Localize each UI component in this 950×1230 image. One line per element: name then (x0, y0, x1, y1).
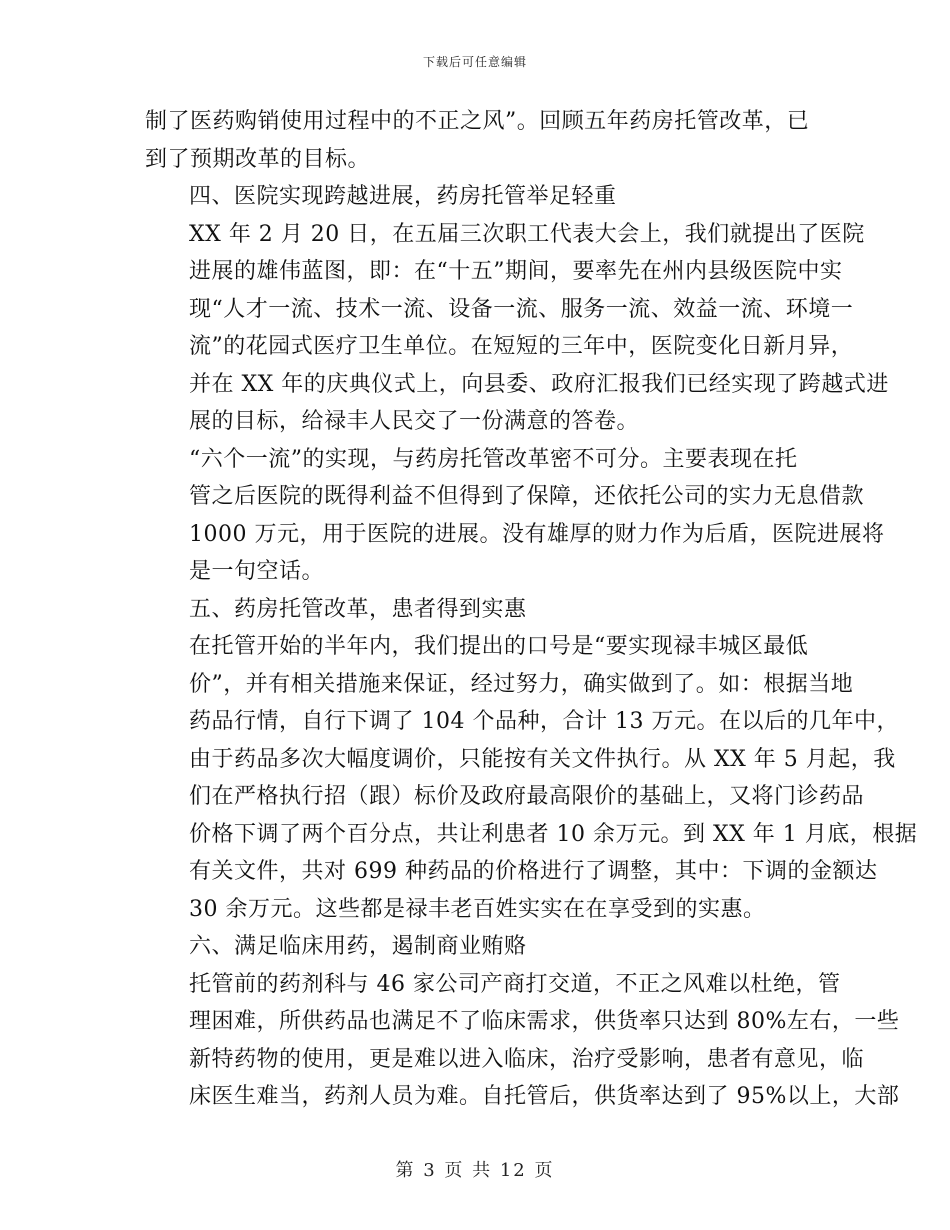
text-line: 现“人才一流、技术一流、设备一流、服务一流、效益一流、环境一 (189, 296, 854, 322)
section6-paragraph-1 (145, 966, 900, 1116)
section-heading-6: 六、满足临床用药，遏制商业贿赂 (189, 934, 527, 959)
continuation-paragraph (145, 103, 809, 178)
text-line: 是一句空话。 (189, 559, 325, 584)
text-line: 展的目标，给禄丰人民交了一份满意的答卷。 (189, 409, 640, 434)
page-number-footer: 第 3 页 共 12 页 (395, 1160, 555, 1181)
text-line: 在托管开始的半年内，我们提出的口号是“要实现禄丰城区最低 (189, 634, 809, 659)
section-heading-5: 五、药房托管改革，患者得到实惠 (189, 596, 527, 622)
text-line: 1000 万元，用于医院的进展。没有雄厚的财力作为后盾，医院进展将 (189, 521, 885, 547)
text-line: 新特药物的使用，更是难以进入临床，治疗受影响，患者有意见，临 (189, 1046, 865, 1072)
text-line: 流”的花园式医疗卫生单位。在短短的三年中，医院变化日新月异， (189, 334, 854, 359)
text-line: 并在 XX 年的庆典仪式上，向县委、政府汇报我们已经实现了跨越式进 (189, 371, 889, 397)
text-line: 托管前的药剂科与 46 家公司产商打交道，不正之风难以杜绝，管 (189, 971, 841, 997)
text-line: 理困难，所供药品也满足不了临床需求，供货率只达到 80%左右，一些 (189, 1009, 900, 1034)
text-line: 到了预期改革的目标。 (145, 146, 371, 172)
page-header: 下载后可任意编辑 (422, 55, 527, 69)
document-body (145, 103, 918, 1116)
text-line: “六个一流”的实现，与药房托管改革密不可分。主要表现在托 (189, 446, 798, 472)
section5-paragraph-1 (145, 628, 918, 928)
text-line: 30 余万元。这些都是禄丰老百姓实实在在享受到的实惠。 (189, 896, 766, 922)
text-line: 药品行情，自行下调了 104 个品种，合计 13 万元。在以后的几年中， (189, 709, 899, 734)
text-line: 价”，并有相关措施来保证，经过努力，确实做到了。如：根据当地 (189, 671, 854, 697)
section-heading-4: 四、医院实现跨越进展，药房托管举足轻重 (189, 184, 617, 209)
text-line: 们在严格执行招（跟）标价及政府最高限价的基础上，又将门诊药品 (189, 784, 865, 809)
section4-paragraph-1 (145, 216, 889, 441)
text-line: 进展的雄伟蓝图，即：在“十五”期间，要率先在州内县级医院中实 (189, 259, 843, 284)
text-line: 制了医药购销使用过程中的不正之风”。回顾五年药房托管改革，已 (145, 109, 810, 134)
text-line: 床医生难当，药剂人员为难。自托管后，供货率达到了 95%以上，大部 (189, 1084, 900, 1109)
text-line: 管之后医院的既得利益不但得到了保障，还依托公司的实力无息借款 (189, 484, 865, 509)
text-line: XX 年 2 月 20 日，在五届三次职工代表大会上，我们就提出了医院 (189, 221, 865, 247)
text-line: 有关文件，共对 699 种药品的价格进行了调整，其中：下调的金额达 (189, 859, 878, 884)
section4-paragraph-2 (145, 441, 885, 591)
text-line: 由于药品多次大幅度调价，只能按有关文件执行。从 XX 年 5 月起，我 (189, 746, 896, 772)
text-line: 价格下调了两个百分点，共让利患者 10 余万元。到 XX 年 1 月底，根据 (189, 821, 918, 847)
